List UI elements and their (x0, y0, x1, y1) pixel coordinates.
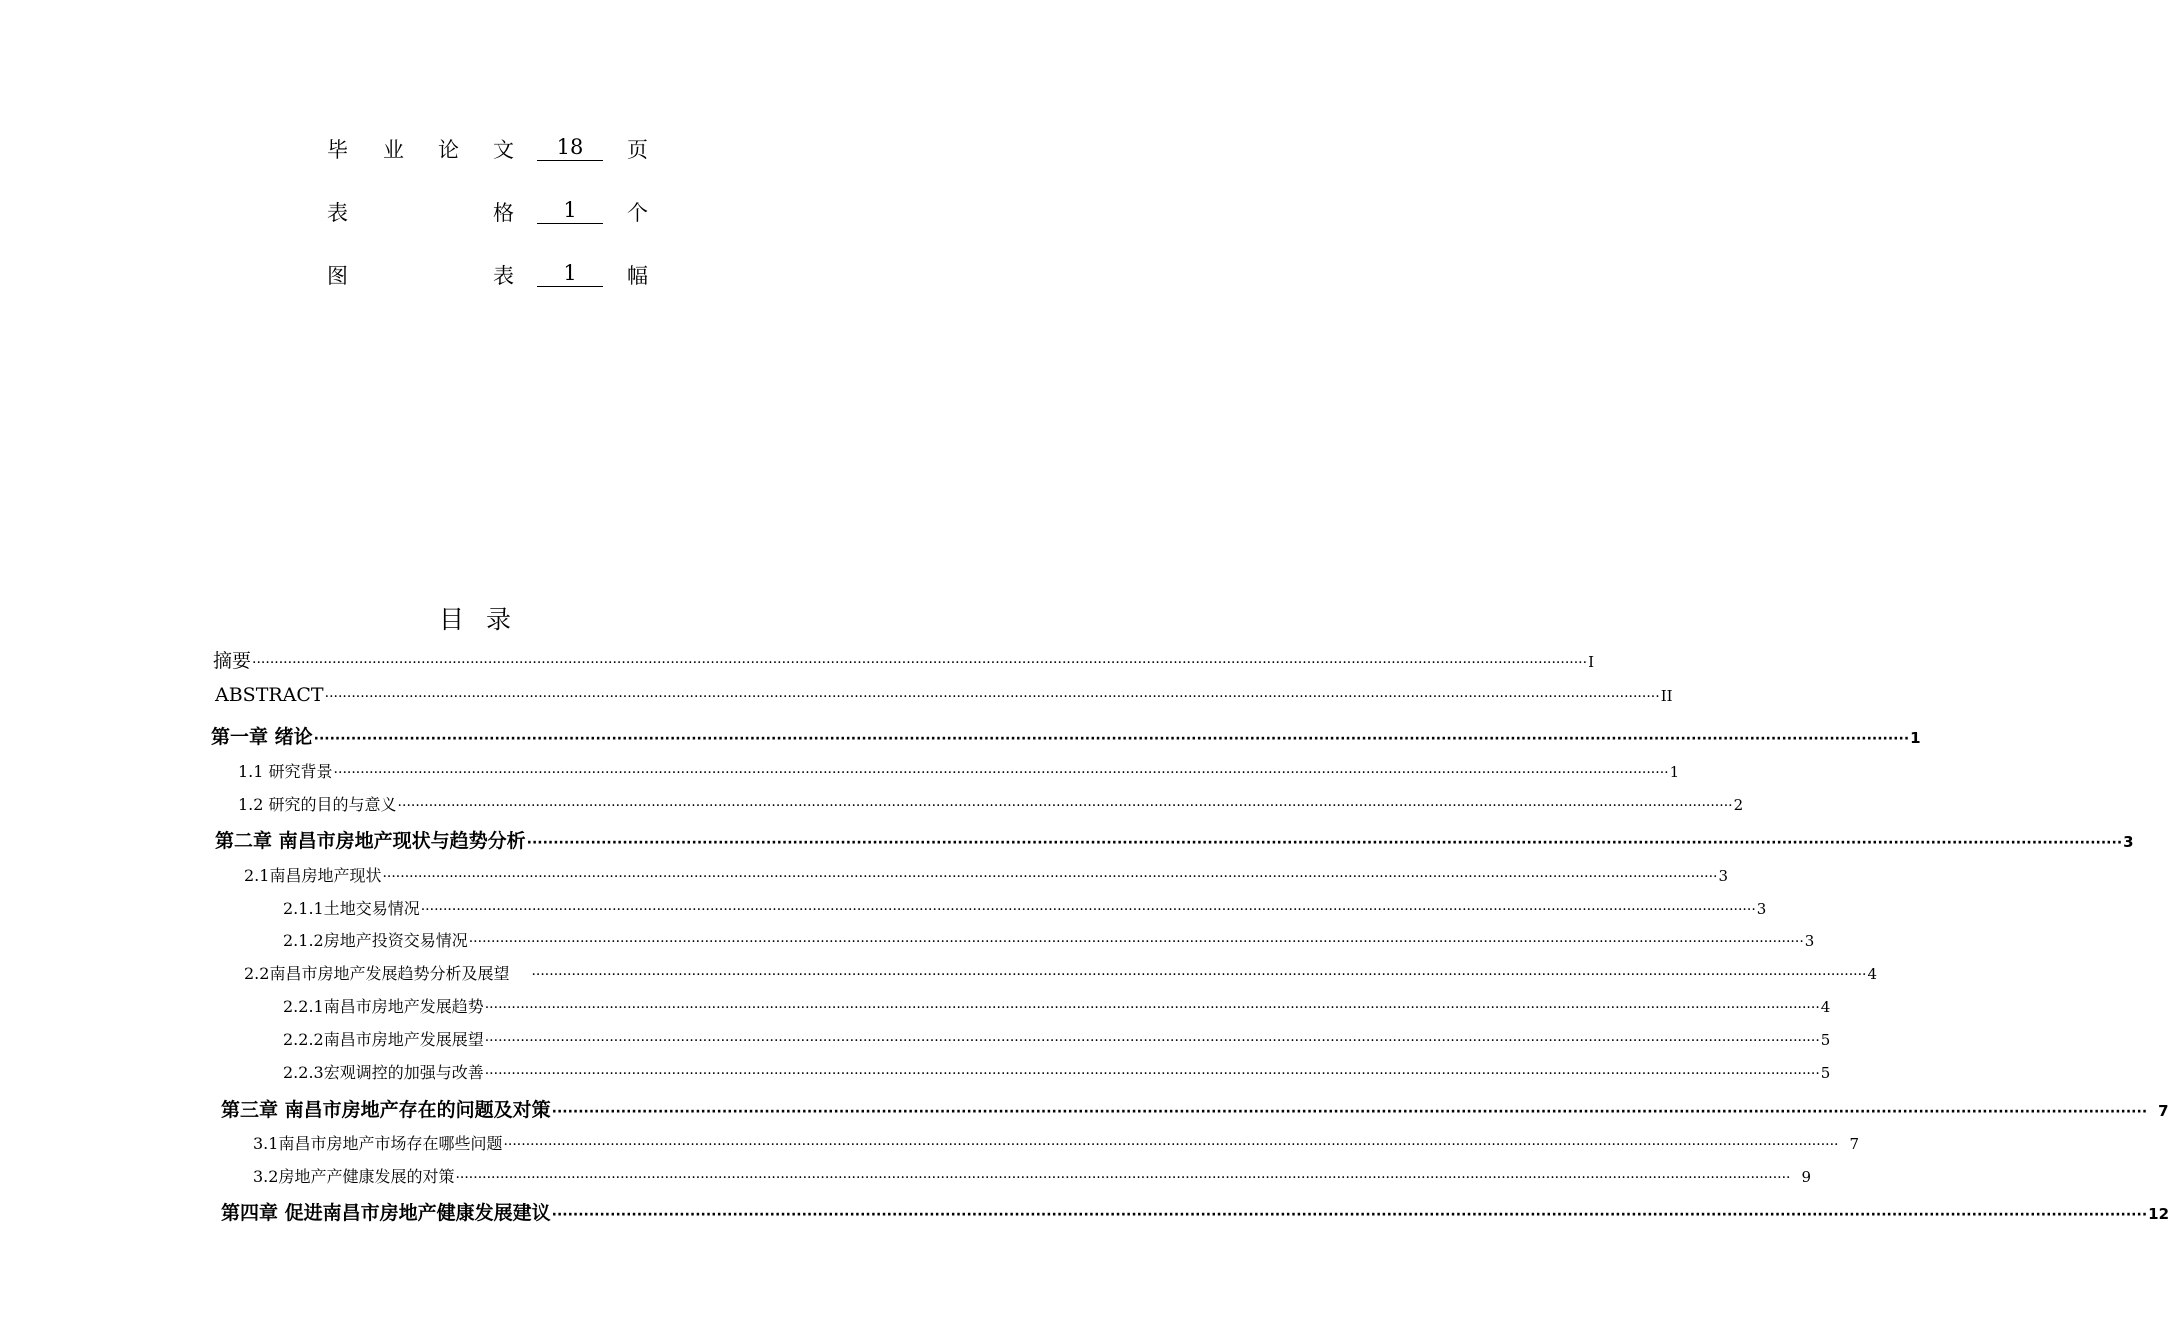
toc-entry-label: 第一章 绪论 (211, 726, 313, 748)
toc-entry-page: 7 (2158, 1102, 2169, 1120)
toc-leader-dots: ············································································································································································································································································································ (420, 902, 1756, 918)
stat-char: 文 (493, 138, 514, 162)
stat-row-tables (327, 197, 657, 260)
toc-entry-label: 2.2.3宏观调控的加强与改善 (283, 1063, 484, 1082)
toc-entry-page: 5 (1820, 1064, 1831, 1082)
stat-row-figures (327, 260, 657, 323)
toc-leader-dots: ············································································································································································································································································································ (313, 731, 1910, 747)
toc-leader-dots: ············································································································································································································································································································ (526, 835, 2123, 851)
toc-entry-page: 1 (1669, 763, 1680, 781)
toc-entry-chapter-3[interactable] (221, 1095, 2169, 1122)
toc-entry-label: 2.1南昌房地产现状 (244, 866, 382, 885)
toc-entry-page: 9 (1801, 1168, 1812, 1186)
toc-leader-dots: ············································································································································································································································································································ (455, 1170, 1791, 1186)
toc-entry-1-1[interactable] (238, 759, 1680, 782)
toc-entry-page: 3 (1804, 932, 1815, 950)
toc-entry-2-2-3[interactable] (283, 1060, 1831, 1083)
toc-entry-label: 第三章 南昌市房地产存在的问题及对策 (221, 1099, 551, 1121)
toc-entry-label: 2.2南昌市房地产发展趋势分析及展望 (244, 964, 510, 983)
toc-entry-page: 3 (1756, 900, 1767, 918)
stat-unit: 页 (627, 138, 648, 162)
toc-entry-chapter-2[interactable] (215, 826, 2134, 853)
toc-entry-label: 摘要 (213, 650, 252, 672)
toc-title: 目录 (438, 605, 533, 634)
toc-entry-page: 3 (2123, 833, 2134, 851)
toc-entry-page: 3 (1718, 867, 1729, 885)
toc-entry-page: I (1588, 653, 1595, 671)
toc-leader-dots: ············································································································································································································································································································ (551, 1207, 2148, 1223)
toc-entry-label: 2.2.1南昌市房地产发展趋势 (283, 997, 484, 1016)
toc-entry-2-1[interactable] (244, 863, 1729, 886)
toc-entry-abstract-cn[interactable] (213, 646, 1595, 673)
toc-entry-2-2-1[interactable] (283, 994, 1831, 1017)
toc-entry-label: 第四章 促进南昌市房地产健康发展建议 (221, 1202, 551, 1224)
toc-leader-dots: ············································································································································································································································································································ (484, 1066, 1820, 1082)
toc-leader-dots: ············································································································································································································································································································ (252, 655, 1588, 671)
toc-leader-dots: ············································································································································································································································································································ (382, 869, 1718, 885)
toc-entry-2-1-2[interactable] (283, 928, 1815, 951)
toc-entry-2-2[interactable] (244, 961, 1878, 984)
stat-char: 图 (327, 264, 348, 288)
toc-entry-page: 4 (1867, 965, 1878, 983)
stat-unit: 幅 (627, 264, 648, 288)
stat-value-tables: 1 (537, 197, 603, 224)
toc-entry-page: 4 (1820, 998, 1831, 1016)
toc-entry-abstract-en[interactable] (215, 684, 1673, 706)
toc-entry-3-1[interactable] (253, 1131, 1860, 1154)
toc-leader-dots: ············································································································································································································································································································ (503, 1137, 1839, 1153)
toc-entry-label: 3.2房地产产健康发展的对策 (253, 1167, 455, 1186)
toc-entry-page: 5 (1820, 1031, 1831, 1049)
stat-value-pages: 18 (537, 134, 603, 161)
stat-char: 毕 (327, 138, 348, 162)
toc-leader-dots: ············································································································································································································································································································ (397, 798, 1733, 814)
toc-entry-label: 1.2 研究的目的与意义 (238, 795, 397, 814)
toc-entry-3-2[interactable] (253, 1164, 1812, 1187)
stat-char: 业 (383, 138, 404, 162)
document-statistics (327, 134, 657, 323)
toc-entry-page: 1 (1910, 729, 1921, 747)
toc-entry-page: 2 (1733, 796, 1744, 814)
toc-entry-label: 2.2.2南昌市房地产发展展望 (283, 1030, 484, 1049)
toc-leader-dots: ············································································································································································································································································································ (468, 934, 1804, 950)
toc-entry-2-1-1[interactable] (283, 896, 1767, 919)
toc-entry-page: 12 (2148, 1205, 2169, 1223)
toc-entry-label: 2.1.2房地产投资交易情况 (283, 931, 468, 950)
toc-leader-dots: ············································································································································································································································································································ (531, 967, 1867, 983)
toc-entry-1-2[interactable] (238, 792, 1744, 815)
toc-entry-2-2-2[interactable] (283, 1027, 1831, 1050)
stat-row-pages (327, 134, 657, 197)
toc-entry-page: II (1660, 687, 1673, 705)
stat-value-figures: 1 (537, 260, 603, 287)
toc-entry-label: ABSTRACT (215, 684, 324, 706)
toc-entry-page: 7 (1849, 1135, 1860, 1153)
stat-unit: 个 (627, 201, 648, 225)
toc-entry-label: 第二章 南昌市房地产现状与趋势分析 (215, 830, 526, 852)
toc-leader-dots: ············································································································································································································································································································ (484, 1000, 1820, 1016)
toc-leader-dots: ············································································································································································································································································································ (551, 1104, 2148, 1120)
stat-char: 格 (493, 201, 514, 225)
toc-leader-dots: ············································································································································································································································································································ (333, 765, 1669, 781)
toc-leader-dots: ············································································································································································································································································································ (484, 1033, 1820, 1049)
stat-char: 论 (438, 138, 459, 162)
stat-char: 表 (493, 264, 514, 288)
toc-entry-label: 3.1南昌市房地产市场存在哪些问题 (253, 1134, 503, 1153)
toc-entry-label: 1.1 研究背景 (238, 762, 333, 781)
toc-leader-dots: ············································································································································································································································································································ (324, 689, 1660, 705)
stat-char: 表 (327, 201, 348, 225)
toc-entry-chapter-1[interactable] (211, 722, 1921, 749)
toc-entry-label: 2.1.1土地交易情况 (283, 899, 420, 918)
toc-entry-chapter-4[interactable] (221, 1198, 2169, 1225)
